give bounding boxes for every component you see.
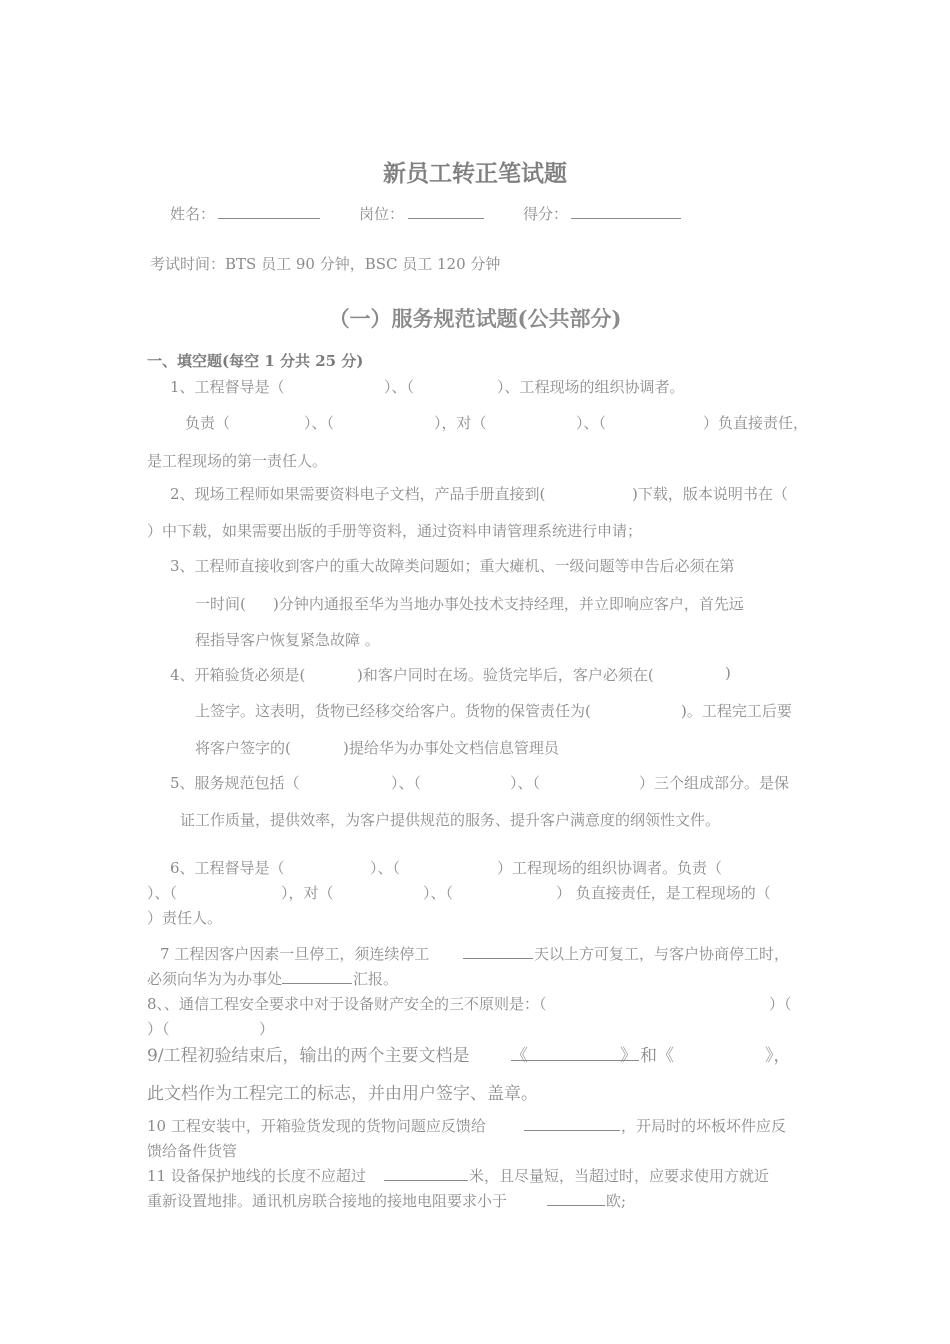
q4-text-c: ) xyxy=(725,664,731,682)
q1-text-a: 1、工程督导是（ xyxy=(170,378,285,396)
q4-text-d: 上签字。这表明，货物已经移交给客户。货物的保管责任为( xyxy=(195,702,591,720)
q7-text-c: 必须向华为为办事处 xyxy=(147,970,283,988)
q1-text-g: ）、（ xyxy=(576,414,607,432)
q6-text-b: ）、（ xyxy=(370,859,401,877)
q3-text-a: 3、工程师直接收到客户的重大故障类问题如；重大瘫机、一级问题等申告后必须在第 xyxy=(170,557,735,575)
score-blank[interactable] xyxy=(571,203,681,219)
q6-text-d: ）、（ xyxy=(147,884,178,902)
q3-text-b: 一时间( xyxy=(195,595,246,613)
q1-text-h: ）负直接责任， xyxy=(703,414,809,432)
q5-text-c: ）、（ xyxy=(510,774,541,792)
q2-text-b: )下载，版本说明书在（ xyxy=(632,485,788,503)
q1-text-e: ）、（ xyxy=(304,414,335,432)
part-heading: 一、填空题(每空 1 分共 25 分) xyxy=(147,352,364,370)
q8-text-d: ） xyxy=(259,1020,275,1038)
q5-text-e: 证工作质量，提供效率，为客户提供规范的服务、提升客户满意度的纲领性文件。 xyxy=(180,811,721,829)
exam-title: 新员工转正笔试题 xyxy=(383,160,567,187)
score-label: 得分： xyxy=(523,205,569,223)
q9-text-d: 和《 xyxy=(640,1046,674,1066)
q7-text-a: 7 工程因客户因素一旦停工，须连续停工 xyxy=(160,945,430,963)
section-title: （一）服务规范试题(公共部分) xyxy=(328,306,622,331)
q1-text-f: ），对（ xyxy=(434,414,487,432)
q6-text-g: ） 负直接责任，是工程现场的（ xyxy=(556,884,771,902)
q5-text-b: ）、（ xyxy=(391,774,422,792)
q9-text-e: 》， xyxy=(765,1046,791,1066)
q11-blank-resistance[interactable] xyxy=(547,1190,605,1206)
q11-text-a: 11 设备保护地线的长度不应超过 xyxy=(147,1167,366,1185)
q1-text-c: ）、工程现场的组织协调者。 xyxy=(497,378,685,396)
q7-text-b: 天以上方可复工，与客户协商停工时， xyxy=(534,945,790,963)
q1-text-i: 是工程现场的第一责任人。 xyxy=(147,452,328,470)
q5-text-d: ）三个组成部分。是保 xyxy=(639,774,790,792)
q6-text-h: ）责任人。 xyxy=(147,909,223,927)
q8-text-b: ）（ xyxy=(769,995,792,1013)
q4-text-b: )和客户同时在场。验货完毕后，客户必须在( xyxy=(357,666,654,684)
q9-text-c: 》 xyxy=(620,1046,637,1066)
post-blank[interactable] xyxy=(408,203,484,219)
q4-text-e: )。工程完工后要 xyxy=(681,702,792,720)
q6-text-e: ），对（ xyxy=(281,884,334,902)
q6-text-a: 6、工程督导是（ xyxy=(170,859,285,877)
name-blank[interactable] xyxy=(218,203,320,219)
q9-text-b: 《 xyxy=(511,1046,528,1066)
q1-text-b: ）、（ xyxy=(384,378,415,396)
q1-text-d: 负责（ xyxy=(185,414,231,432)
q10-blank[interactable] xyxy=(524,1115,620,1131)
q4-text-g: )提给华为办事处文档信息管理员 xyxy=(343,739,559,757)
exam-time: 考试时间：BTS 员工 90 分钟，BSC 员工 120 分钟 xyxy=(150,255,501,273)
q9-text-a: 9/工程初验结束后，输出的两个主要文档是 xyxy=(147,1046,470,1066)
q10-text-a: 10 工程安装中，开箱验货发现的货物问题应反馈给 xyxy=(147,1117,486,1135)
q3-text-c: )分钟内通报至华为当地办事处技术支持经理，并立即响应客户，首先远 xyxy=(273,595,744,613)
q5-text-a: 5、服务规范包括（ xyxy=(170,774,300,792)
q11-text-d: 欧; xyxy=(606,1192,627,1210)
q2-text-a: 2、现场工程师如果需要资料电子文档，产品手册直接到( xyxy=(170,485,546,503)
post-label: 岗位： xyxy=(359,205,405,223)
q2-text-c: ）中下载，如果需要出版的手册等资料，通过资料申请管理系统进行申请； xyxy=(147,522,643,540)
q11-text-b: 米，且尽量短，当超过时，应要求使用方就近 xyxy=(469,1167,770,1185)
name-label: 姓名： xyxy=(170,205,216,223)
q8-text-a: 8、、通信工程安全要求中对于设备财产安全的三不原则是：（ xyxy=(147,995,547,1013)
q4-text-f: 将客户签字的( xyxy=(195,739,291,757)
q4-text-a: 4、开箱验货必须是( xyxy=(170,666,306,684)
q6-text-c: ）工程现场的组织协调者。负责（ xyxy=(497,859,723,877)
q8-text-c: ）（ xyxy=(147,1020,170,1038)
q11-blank-length[interactable] xyxy=(384,1165,468,1181)
q6-text-f: ）、（ xyxy=(423,884,454,902)
q9-text-f: 此文档作为工程完工的标志，并由用户签字、盖章。 xyxy=(147,1084,538,1104)
q11-text-c: 重新设置地排。通讯机房联合接地的接地电阻要求小于 xyxy=(147,1192,508,1210)
q10-text-c: 馈给备件货管 xyxy=(147,1142,238,1160)
q7-blank-days[interactable] xyxy=(463,943,533,959)
q7-text-d: 汇报。 xyxy=(353,970,399,988)
q10-text-b: ，开局时的坏板坏件应反 xyxy=(621,1117,787,1135)
q3-text-d: 程指导客户恢复紧急故障 。 xyxy=(195,631,380,649)
q7-blank-office[interactable] xyxy=(282,968,352,984)
